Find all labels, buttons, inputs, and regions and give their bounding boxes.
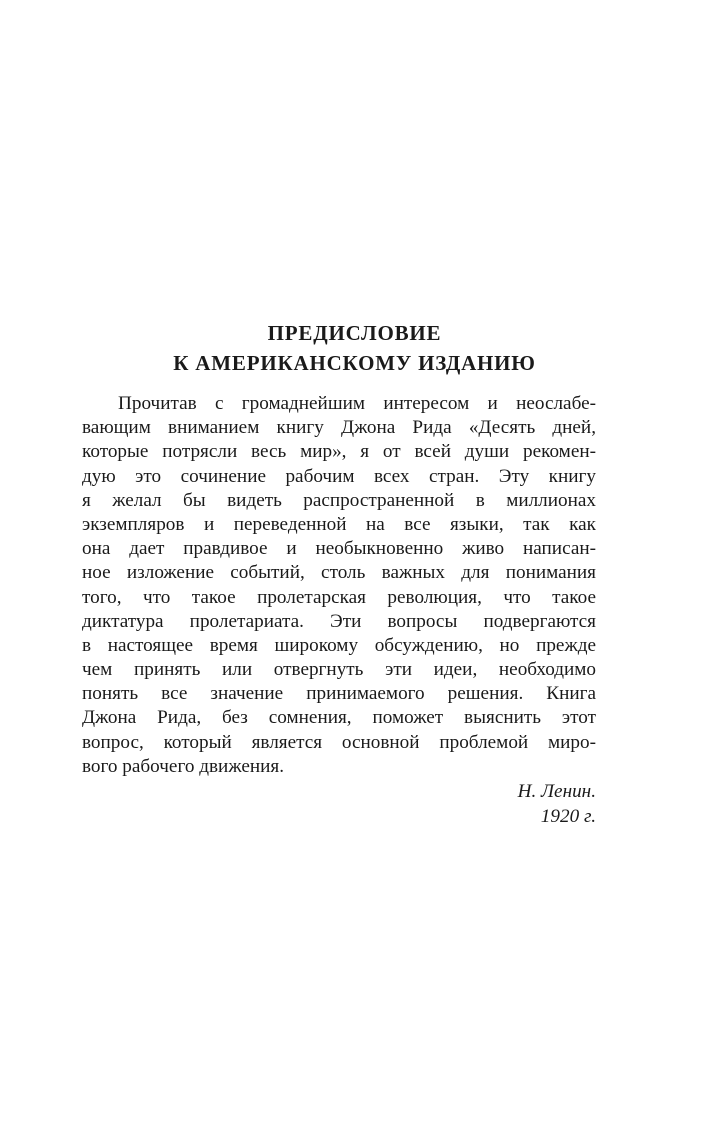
signature-author: Н. Ленин.	[517, 781, 596, 802]
paragraph-line: того, что такое пролетарская революция, что такое	[82, 586, 596, 608]
signature-year: 1920 г.	[540, 805, 596, 827]
heading-line-2: К АМЕРИКАНСКОМУ ИЗДАНИЮ	[173, 351, 536, 375]
heading-line-1: ПРЕДИСЛОВИЕ	[267, 321, 442, 345]
paragraph-line: которые потрясли весь мир», я от всей души рекомен-	[82, 441, 596, 463]
paragraph-line: вающим вниманием книгу Джона Рида «Десять дней,	[82, 417, 596, 439]
paragraph-line: вопрос, который является основной проблемой миро-	[82, 731, 596, 753]
preface-paragraph	[82, 392, 596, 779]
preface-heading	[0, 318, 709, 378]
paragraph-line: понять все значение принимаемого решения. Книга	[82, 683, 596, 705]
paragraph-line: дую это сочинение рабочим всех стран. Эту книгу	[82, 465, 596, 487]
paragraph-line: в настоящее время широкому обсуждению, но прежде	[82, 634, 596, 656]
paragraph-line: чем принять или отвергнуть эти идеи, необходимо	[82, 659, 596, 681]
paragraph-line: она дает правдивое и необыкновенно живо написан-	[82, 538, 596, 560]
paragraph-line: Прочитав с громаднейшим интересом и неослабе-	[118, 393, 596, 414]
paragraph-line: диктатура пролетариата. Эти вопросы подвергаются	[82, 610, 596, 632]
signature-block	[82, 780, 596, 829]
paragraph-line: экземпляров и переведенной на все языки, так как	[82, 513, 596, 535]
paragraph-line: Джона Рида, без сомнения, поможет выяснить этот	[82, 707, 596, 729]
paragraph-line: я желал бы видеть распространенной в миллионах	[82, 489, 596, 511]
paragraph-line: вого рабочего движения.	[82, 755, 284, 777]
paragraph-line: ное изложение событий, столь важных для понимания	[82, 562, 596, 584]
